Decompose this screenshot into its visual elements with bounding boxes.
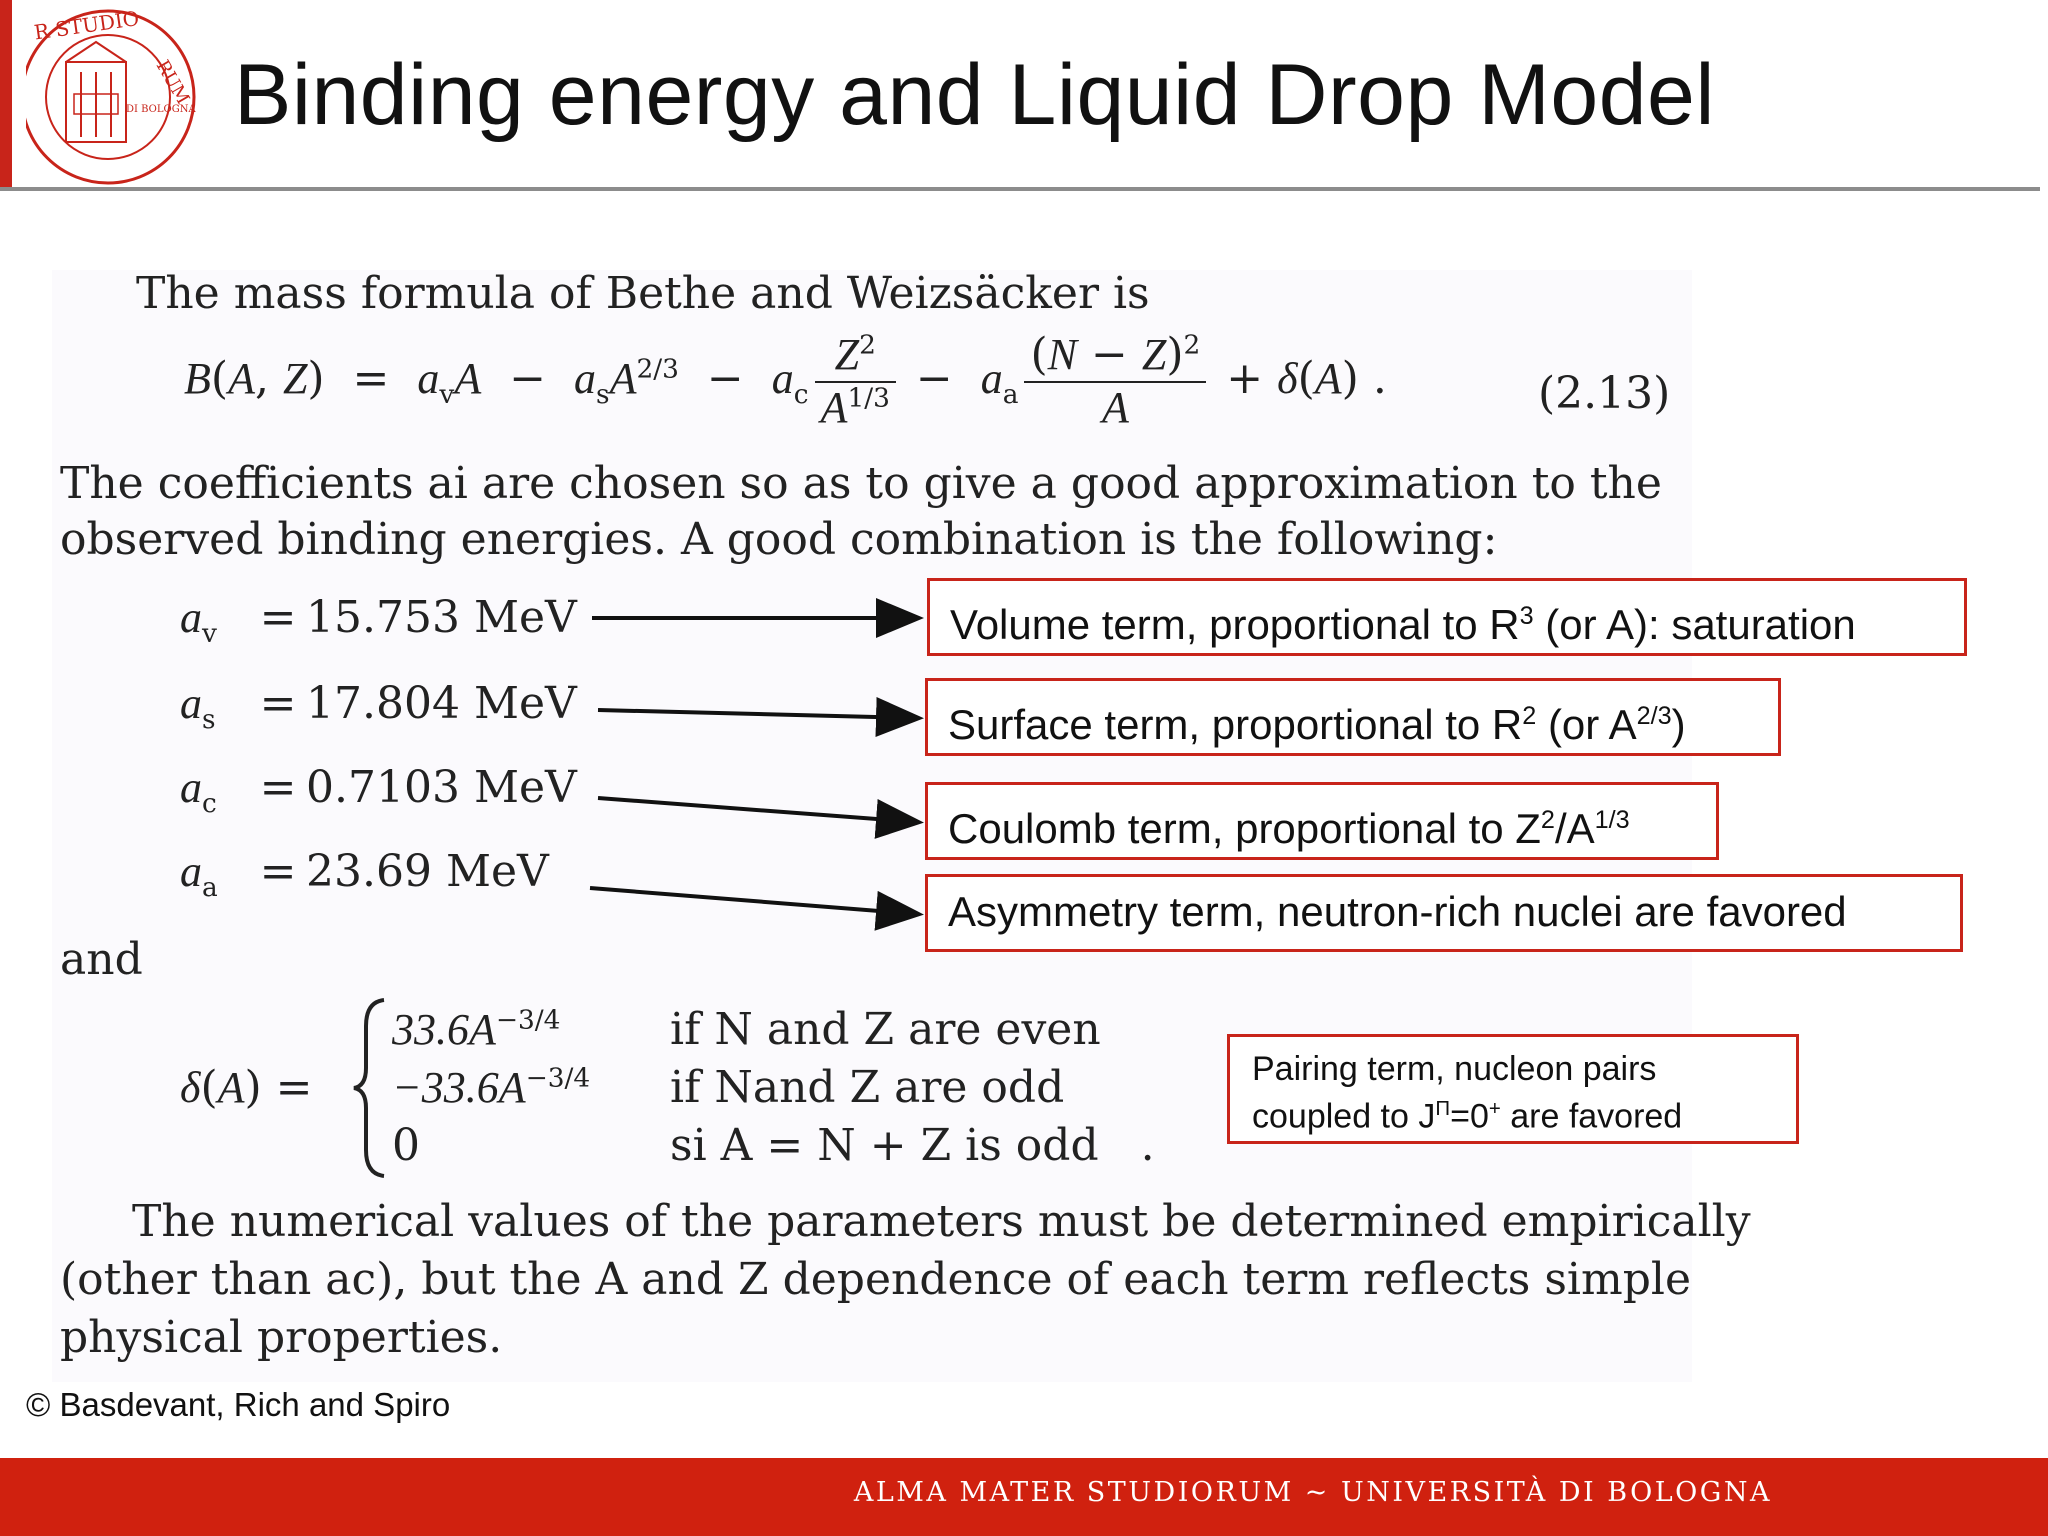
- delta-case-odd: $-33.6A^{-3/4}$: [392, 1062, 591, 1112]
- para2-line1: The numerical values of the parameters must be determined empirically: [132, 1196, 1751, 1247]
- intro-text: The mass formula of Bethe and Weizsäcker is: [136, 268, 1150, 319]
- left-accent-bar: [0, 0, 12, 190]
- delta-condition-zero: si A = N + Z is odd .: [670, 1120, 1155, 1171]
- para1-line2: observed binding energies. A good combination is the following:: [60, 514, 1498, 565]
- delta-condition-odd: if Nand Z are odd: [670, 1062, 1065, 1113]
- delta-condition-even: if N and Z are even: [670, 1004, 1101, 1055]
- coefficient-ac: $a_c = 0.7103$ MeV: [180, 762, 577, 819]
- university-seal-logo: [26, 2, 196, 187]
- footer-university-name: ALMA MATER STUDIORUM ~ UNIVERSITÀ DI BOLOGNA: [853, 1477, 1772, 1508]
- callout-volume-term: Volume term, proportional to $R^3$ (or A): saturation: [927, 578, 1967, 656]
- para1-line1: The coefficients ai are chosen so as to give a good approximation to the: [60, 458, 1662, 509]
- title-divider: [0, 187, 2040, 191]
- coefficient-av: $a_v = 15.753$ MeV: [180, 592, 577, 649]
- callout-surface-term: Surface term, proportional to $R^2$ (or $A^{2/3}$): [925, 678, 1781, 756]
- coefficient-aa: $a_a = 23.69$ MeV: [180, 846, 549, 903]
- callout-pairing-term: Pairing term, nucleon pairs coupled to $J^\Pi=0^+$ are favored: [1227, 1034, 1799, 1144]
- para2-line2: (other than ac), but the A and Z dependence of each term reflects simple: [60, 1254, 1692, 1305]
- equation-label: (2.13): [1538, 368, 1671, 419]
- coefficient-as: $a_s = 17.804$ MeV: [180, 678, 577, 735]
- copyright-notice: © Basdevant, Rich and Spiro: [26, 1386, 451, 1423]
- delta-lhs: δ(A) =: [180, 1062, 313, 1113]
- svg-text:RUM: RUM: [151, 56, 194, 109]
- svg-text:DI BOLOGNA: DI BOLOGNA: [126, 104, 196, 115]
- para2-line3: physical properties.: [60, 1312, 503, 1363]
- callout-asymmetry-term: Asymmetry term, neutron-rich nuclei are favored: [925, 874, 1963, 952]
- callout-coulomb-term: Coulomb term, proportional to $Z^2/A^{1/3}$: [925, 782, 1719, 860]
- slide-title: Binding energy and Liquid Drop Model: [234, 47, 1715, 143]
- delta-case-even: $33.6A^{-3/4}$: [392, 1004, 561, 1054]
- svg-text:R STUDIO: R STUDIO: [32, 6, 141, 45]
- delta-case-zero: 0: [392, 1120, 420, 1171]
- mass-formula: B(A, $Z) = a_vA - a_sA^{2/3} - a_c$ $\frac{Z^2}{A^{1/3}}$ − $a_a$ $\frac{(N - Z)^2}{A}$ + δ(A) .: [184, 329, 1387, 432]
- and-text: and: [60, 934, 143, 985]
- delta-brace: [350, 996, 390, 1180]
